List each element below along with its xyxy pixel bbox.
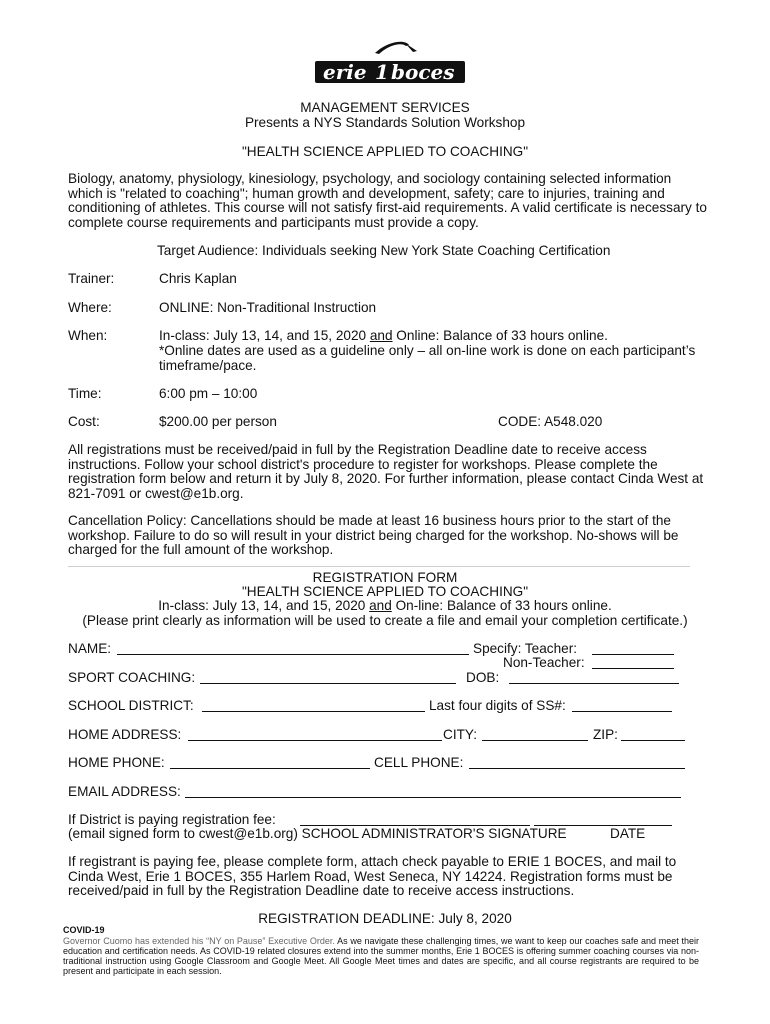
home-phone-field[interactable] — [170, 756, 370, 769]
section-divider — [68, 566, 690, 567]
zip-label: ZIP: — [593, 727, 618, 742]
where-label: Where: — [68, 300, 112, 315]
date-label: DATE — [610, 826, 646, 841]
trainer-label: Trainer: — [68, 271, 115, 286]
email-address-field[interactable] — [185, 785, 681, 798]
course-description: Biology, anatomy, physiology, kinesiology, psychology, and sociology containing selected information which is "related to coaching"; human growth and development, safety; care to injuries, training and conditioning of athletes. This course will not satisfy first-aid requirements. A valid certificate is necessary to complete course requirements and participants must provide a copy. — [68, 171, 707, 230]
where-value: ONLINE: Non-Traditional Instruction — [159, 300, 377, 315]
email-address-label: EMAIL ADDRESS: — [68, 784, 181, 799]
payment-info: If registrant is paying fee, please complete form, attach check payable to ERIE 1 BOCES, and mail to Cinda West, Erie 1 BOCES, 355 Harlem Road, West Seneca, NY 14224. Registration forms must be received/paid in full by the Registration Deadline date to receive access instructions. — [68, 854, 677, 899]
dob-field[interactable] — [509, 671, 679, 684]
registration-info: All registrations must be received/paid in full by the Registration Deadline date to receive access instructions. Follow your school district's procedure to register for workshops. Please complete the registration form below and return it by July 8, 2020. For further information, please contact Cinda West at 821-7091 or cwest@e1b.org. — [68, 442, 704, 501]
svg-text:erie: erie — [323, 60, 367, 84]
target-audience: Target Audience: Individuals seeking New York State Coaching Certification — [157, 243, 611, 258]
ss-label: Last four digits of SS#: — [429, 698, 566, 713]
svg-text:1: 1 — [375, 60, 389, 84]
non-teacher-label: Non-Teacher: — [503, 655, 585, 670]
course-code: CODE: A548.020 — [498, 414, 603, 429]
covid-body: As we navigate these challenging times, we want to keep our coaches safe and meet their education and certification needs. As COVID-19 related closures extend into the summer months, Erie 1 BOCES is offering summer coaching courses via non-traditional instruction using Google Classroom and Google Meet. All Google Meet times and dates are specific, and all course registrants are required to be present and participate in each session. — [63, 936, 699, 976]
time-value: 6:00 pm – 10:00 — [159, 386, 258, 401]
specify-teacher-label: Specify: Teacher: — [473, 641, 578, 656]
zip-field[interactable] — [621, 728, 685, 741]
cost-value: $200.00 per person — [159, 414, 277, 429]
form-dates: In-class: July 13, 14, and 15, 2020 and On-line: Balance of 33 hours online. — [158, 598, 612, 613]
svg-text:boces: boces — [391, 60, 455, 84]
form-subtitle: "HEALTH SCIENCE APPLIED TO COACHING" — [241, 584, 529, 599]
erie-boces-logo — [313, 39, 465, 85]
ss-field[interactable] — [572, 699, 672, 712]
name-label: NAME: — [68, 641, 112, 656]
cancellation-policy: Cancellation Policy: Cancellations should be made at least 16 business hours prior to the start of the workshop. Failure to do so will result in your district being charged for the workshop. No-shows will be charged for the full amount of the workshop. — [68, 513, 679, 558]
header-line-2: Presents a NYS Standards Solution Workshop — [244, 115, 526, 130]
signature-note: (email signed form to cwest@e1b.org) SCHOOL ADMINISTRATOR'S SIGNATURE — [68, 826, 567, 841]
cell-phone-field[interactable] — [469, 756, 685, 769]
dob-label: DOB: — [466, 670, 500, 685]
form-title: REGISTRATION FORM — [312, 570, 458, 585]
registration-deadline: REGISTRATION DEADLINE: July 8, 2020 — [258, 911, 512, 926]
covid-lead: Governor Cuomo has extended his “NY on Pause” Executive Order. — [63, 936, 335, 946]
header-line-1: MANAGEMENT SERVICES — [300, 100, 470, 115]
time-label: Time: — [68, 386, 102, 401]
non-teacher-field[interactable] — [592, 656, 674, 669]
teacher-field[interactable] — [592, 642, 674, 655]
city-label: CITY: — [443, 727, 477, 742]
city-field[interactable] — [482, 728, 588, 741]
when-note-2: timeframe/pace. — [159, 358, 257, 373]
trainer-value: Chris Kaplan — [159, 271, 237, 286]
name-field[interactable] — [117, 642, 469, 655]
sport-coaching-label: SPORT COACHING: — [68, 670, 196, 685]
workshop-title: "HEALTH SCIENCE APPLIED TO COACHING" — [241, 144, 529, 159]
signature-field[interactable] — [300, 813, 530, 826]
form-instruction: (Please print clearly as information will be used to create a file and email your completion certificate.) — [82, 613, 688, 628]
covid-notice — [63, 936, 699, 976]
school-district-label: SCHOOL DISTRICT: — [68, 698, 194, 713]
cost-label: Cost: — [68, 414, 100, 429]
when-label: When: — [68, 328, 108, 343]
date-field[interactable] — [534, 813, 672, 826]
covid-title: COVID-19 — [63, 925, 105, 935]
sport-coaching-field[interactable] — [200, 671, 456, 684]
when-value: In-class: July 13, 14, and 15, 2020 and Online: Balance of 33 hours online. — [159, 328, 608, 343]
home-address-field[interactable] — [188, 728, 442, 741]
district-fee-label: If District is paying registration fee: — [68, 812, 276, 827]
home-phone-label: HOME PHONE: — [68, 755, 165, 770]
cell-phone-label: CELL PHONE: — [374, 755, 464, 770]
home-address-label: HOME ADDRESS: — [68, 727, 182, 742]
school-district-field[interactable] — [202, 699, 425, 712]
when-note-1: *Online dates are used as a guideline only – all on-line work is done on each participant’s — [159, 343, 696, 358]
